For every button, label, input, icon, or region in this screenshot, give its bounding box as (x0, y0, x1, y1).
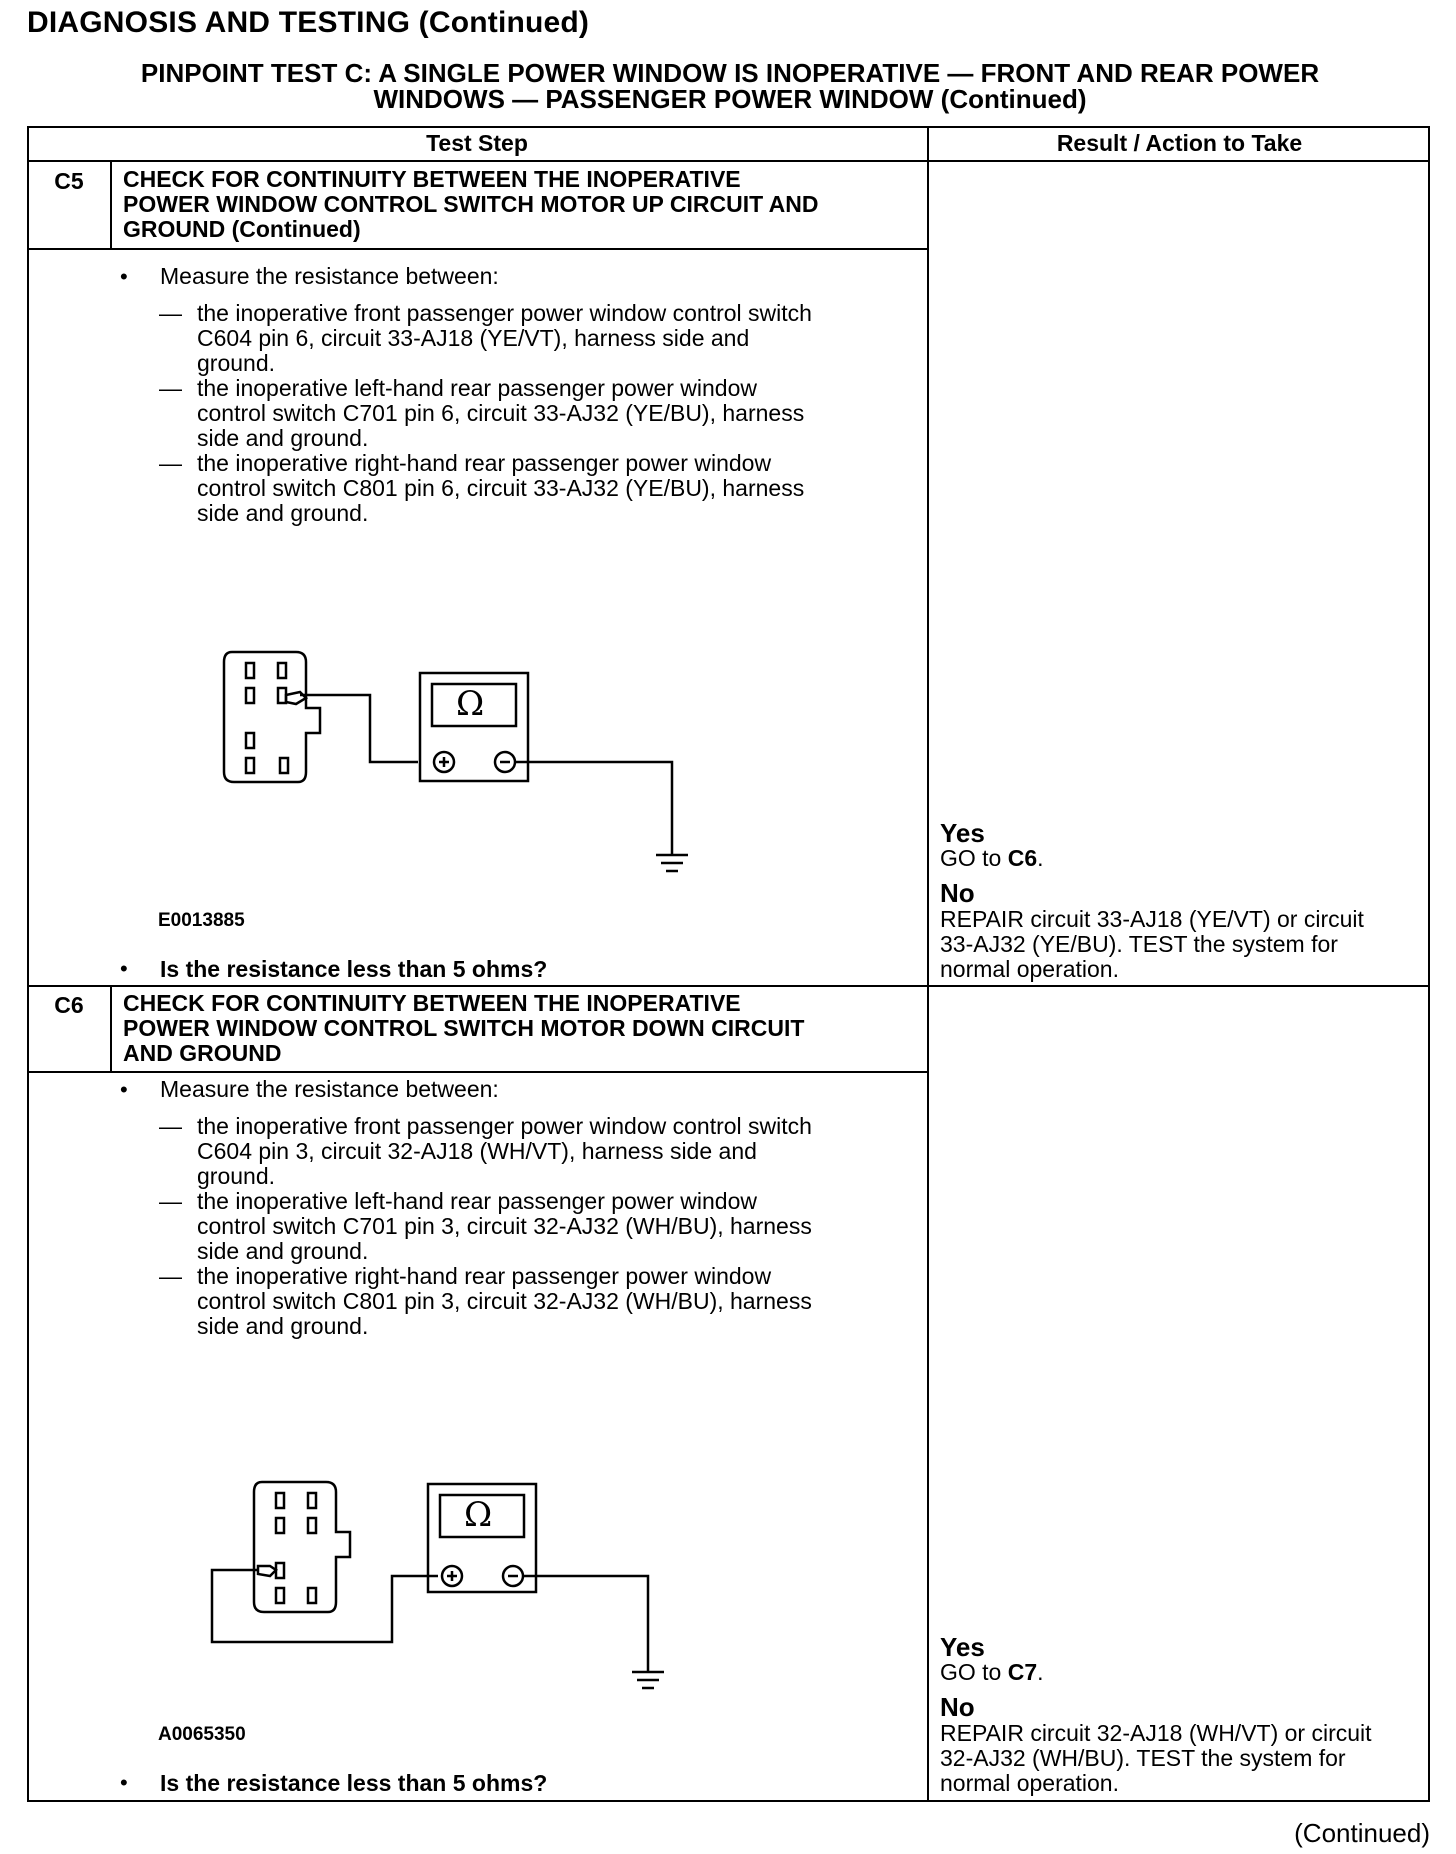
action-line: REPAIR circuit 32-AJ18 (WH/VT) or circuit (940, 1720, 1372, 1746)
item-line: the inoperative front passenger power window control switch (197, 1113, 812, 1139)
result-yes-action (940, 846, 1440, 871)
measurement-item (159, 375, 957, 451)
next-step-link[interactable]: C7 (1007, 1659, 1038, 1685)
pinpoint-title-line-1: PINPOINT TEST C: A SINGLE POWER WINDOW IS INOPERATIVE — FRONT AND REAR POWER (140, 58, 1320, 88)
measurement-item (159, 300, 957, 376)
item-line: the inoperative left-hand rear passenger power window (197, 1188, 757, 1214)
step-title-c5 (123, 167, 923, 242)
item-line: C604 pin 3, circuit 32-AJ18 (WH/VT), harness side and (197, 1138, 757, 1164)
action-line: normal operation. (940, 956, 1119, 982)
header-row-divider (27, 160, 1430, 162)
bullet-icon: • (120, 264, 128, 289)
item-line: ground. (197, 350, 276, 376)
measurement-item (159, 450, 957, 526)
step-title-line: GROUND (Continued) (123, 216, 361, 242)
item-line: side and ground. (197, 1313, 369, 1339)
action-line: normal operation. (940, 1770, 1119, 1796)
action-text: GO to (940, 845, 1008, 871)
item-line: C604 pin 6, circuit 33-AJ18 (YE/VT), harness side and (197, 325, 750, 351)
item-line: the inoperative front passenger power window control switch (197, 300, 812, 326)
item-line: control switch C701 pin 3, circuit 32-AJ32 (WH/BU), harness (197, 1213, 812, 1239)
measure-instruction: Measure the resistance between: (160, 263, 499, 289)
item-line: control switch C701 pin 6, circuit 33-AJ32 (YE/BU), harness (197, 400, 805, 426)
meter-symbol: Ω (464, 1495, 493, 1535)
measurement-item (159, 1188, 957, 1264)
pinpoint-test-title (60, 60, 1400, 112)
action-text: GO to (940, 1659, 1008, 1685)
result-no-label: No (940, 878, 975, 908)
item-line: the inoperative right-hand rear passenger power window (197, 450, 772, 476)
dash-icon: — (159, 1113, 182, 1139)
measure-instruction: Measure the resistance between: (160, 1076, 499, 1102)
bullet-icon: • (120, 1770, 128, 1795)
column-header-result: Result / Action to Take (1056, 130, 1303, 156)
dash-icon: — (159, 300, 182, 326)
action-line: 33-AJ32 (YE/BU). TEST the system for (940, 931, 1338, 957)
bullet-icon: • (120, 1077, 128, 1102)
step-title-line: POWER WINDOW CONTROL SWITCH MOTOR DOWN CIRCUIT (123, 1015, 805, 1041)
item-line: ground. (197, 1163, 276, 1189)
measurement-item (159, 1113, 957, 1189)
step-title-line: AND GROUND (123, 1040, 282, 1066)
result-yes-label: Yes (940, 818, 985, 848)
step-id-c5: C5 (54, 168, 84, 194)
result-no-label: No (940, 1692, 975, 1722)
dash-icon: — (159, 450, 182, 476)
result-no-action (940, 907, 1440, 982)
item-line: side and ground. (197, 1238, 369, 1264)
next-step-link[interactable]: C6 (1007, 845, 1038, 871)
result-yes-label: Yes (940, 1632, 985, 1662)
step-title-line: POWER WINDOW CONTROL SWITCH MOTOR UP CIRCUIT AND (123, 191, 819, 217)
continued-label: (Continued) (1294, 1818, 1430, 1848)
bullet-icon: • (120, 956, 128, 981)
figure-id: A0065350 (158, 1724, 246, 1745)
dash-icon: — (159, 1263, 182, 1289)
step-id-c6: C6 (54, 992, 84, 1018)
figure-id: E0013885 (158, 910, 245, 931)
item-line: side and ground. (197, 500, 369, 526)
pinpoint-title-line-2: WINDOWS — PASSENGER POWER WINDOW (Continued) (373, 84, 1087, 114)
action-line: 32-AJ32 (WH/BU). TEST the system for (940, 1745, 1346, 1771)
result-no-action (940, 1721, 1440, 1796)
item-line: side and ground. (197, 425, 369, 451)
meter-symbol: Ω (456, 684, 485, 724)
step-title-divider (27, 248, 927, 250)
dash-icon: — (159, 375, 182, 401)
step-title-line: CHECK FOR CONTINUITY BETWEEN THE INOPERATIVE (123, 166, 741, 192)
step-question: Is the resistance less than 5 ohms? (160, 956, 548, 982)
result-yes-action (940, 1660, 1440, 1685)
item-line: control switch C801 pin 3, circuit 32-AJ32 (WH/BU), harness (197, 1288, 812, 1314)
item-line: control switch C801 pin 6, circuit 33-AJ32 (YE/BU), harness (197, 475, 805, 501)
action-text: . (1037, 845, 1044, 871)
column-header-test-step: Test Step (426, 130, 528, 156)
action-text: . (1037, 1659, 1044, 1685)
measurement-item (159, 1263, 957, 1339)
action-line: REPAIR circuit 33-AJ18 (YE/VT) or circuit (940, 906, 1364, 932)
item-line: the inoperative right-hand rear passenger power window (197, 1263, 772, 1289)
step-title-line: CHECK FOR CONTINUITY BETWEEN THE INOPERATIVE (123, 990, 741, 1016)
page-title: DIAGNOSIS AND TESTING (Continued) (27, 6, 590, 39)
step-title-c6 (123, 991, 923, 1066)
step-row-divider (27, 985, 1430, 987)
item-line: the inoperative left-hand rear passenger power window (197, 375, 757, 401)
step-question: Is the resistance less than 5 ohms? (160, 1770, 548, 1796)
dash-icon: — (159, 1188, 182, 1214)
step-title-divider (27, 1071, 927, 1073)
